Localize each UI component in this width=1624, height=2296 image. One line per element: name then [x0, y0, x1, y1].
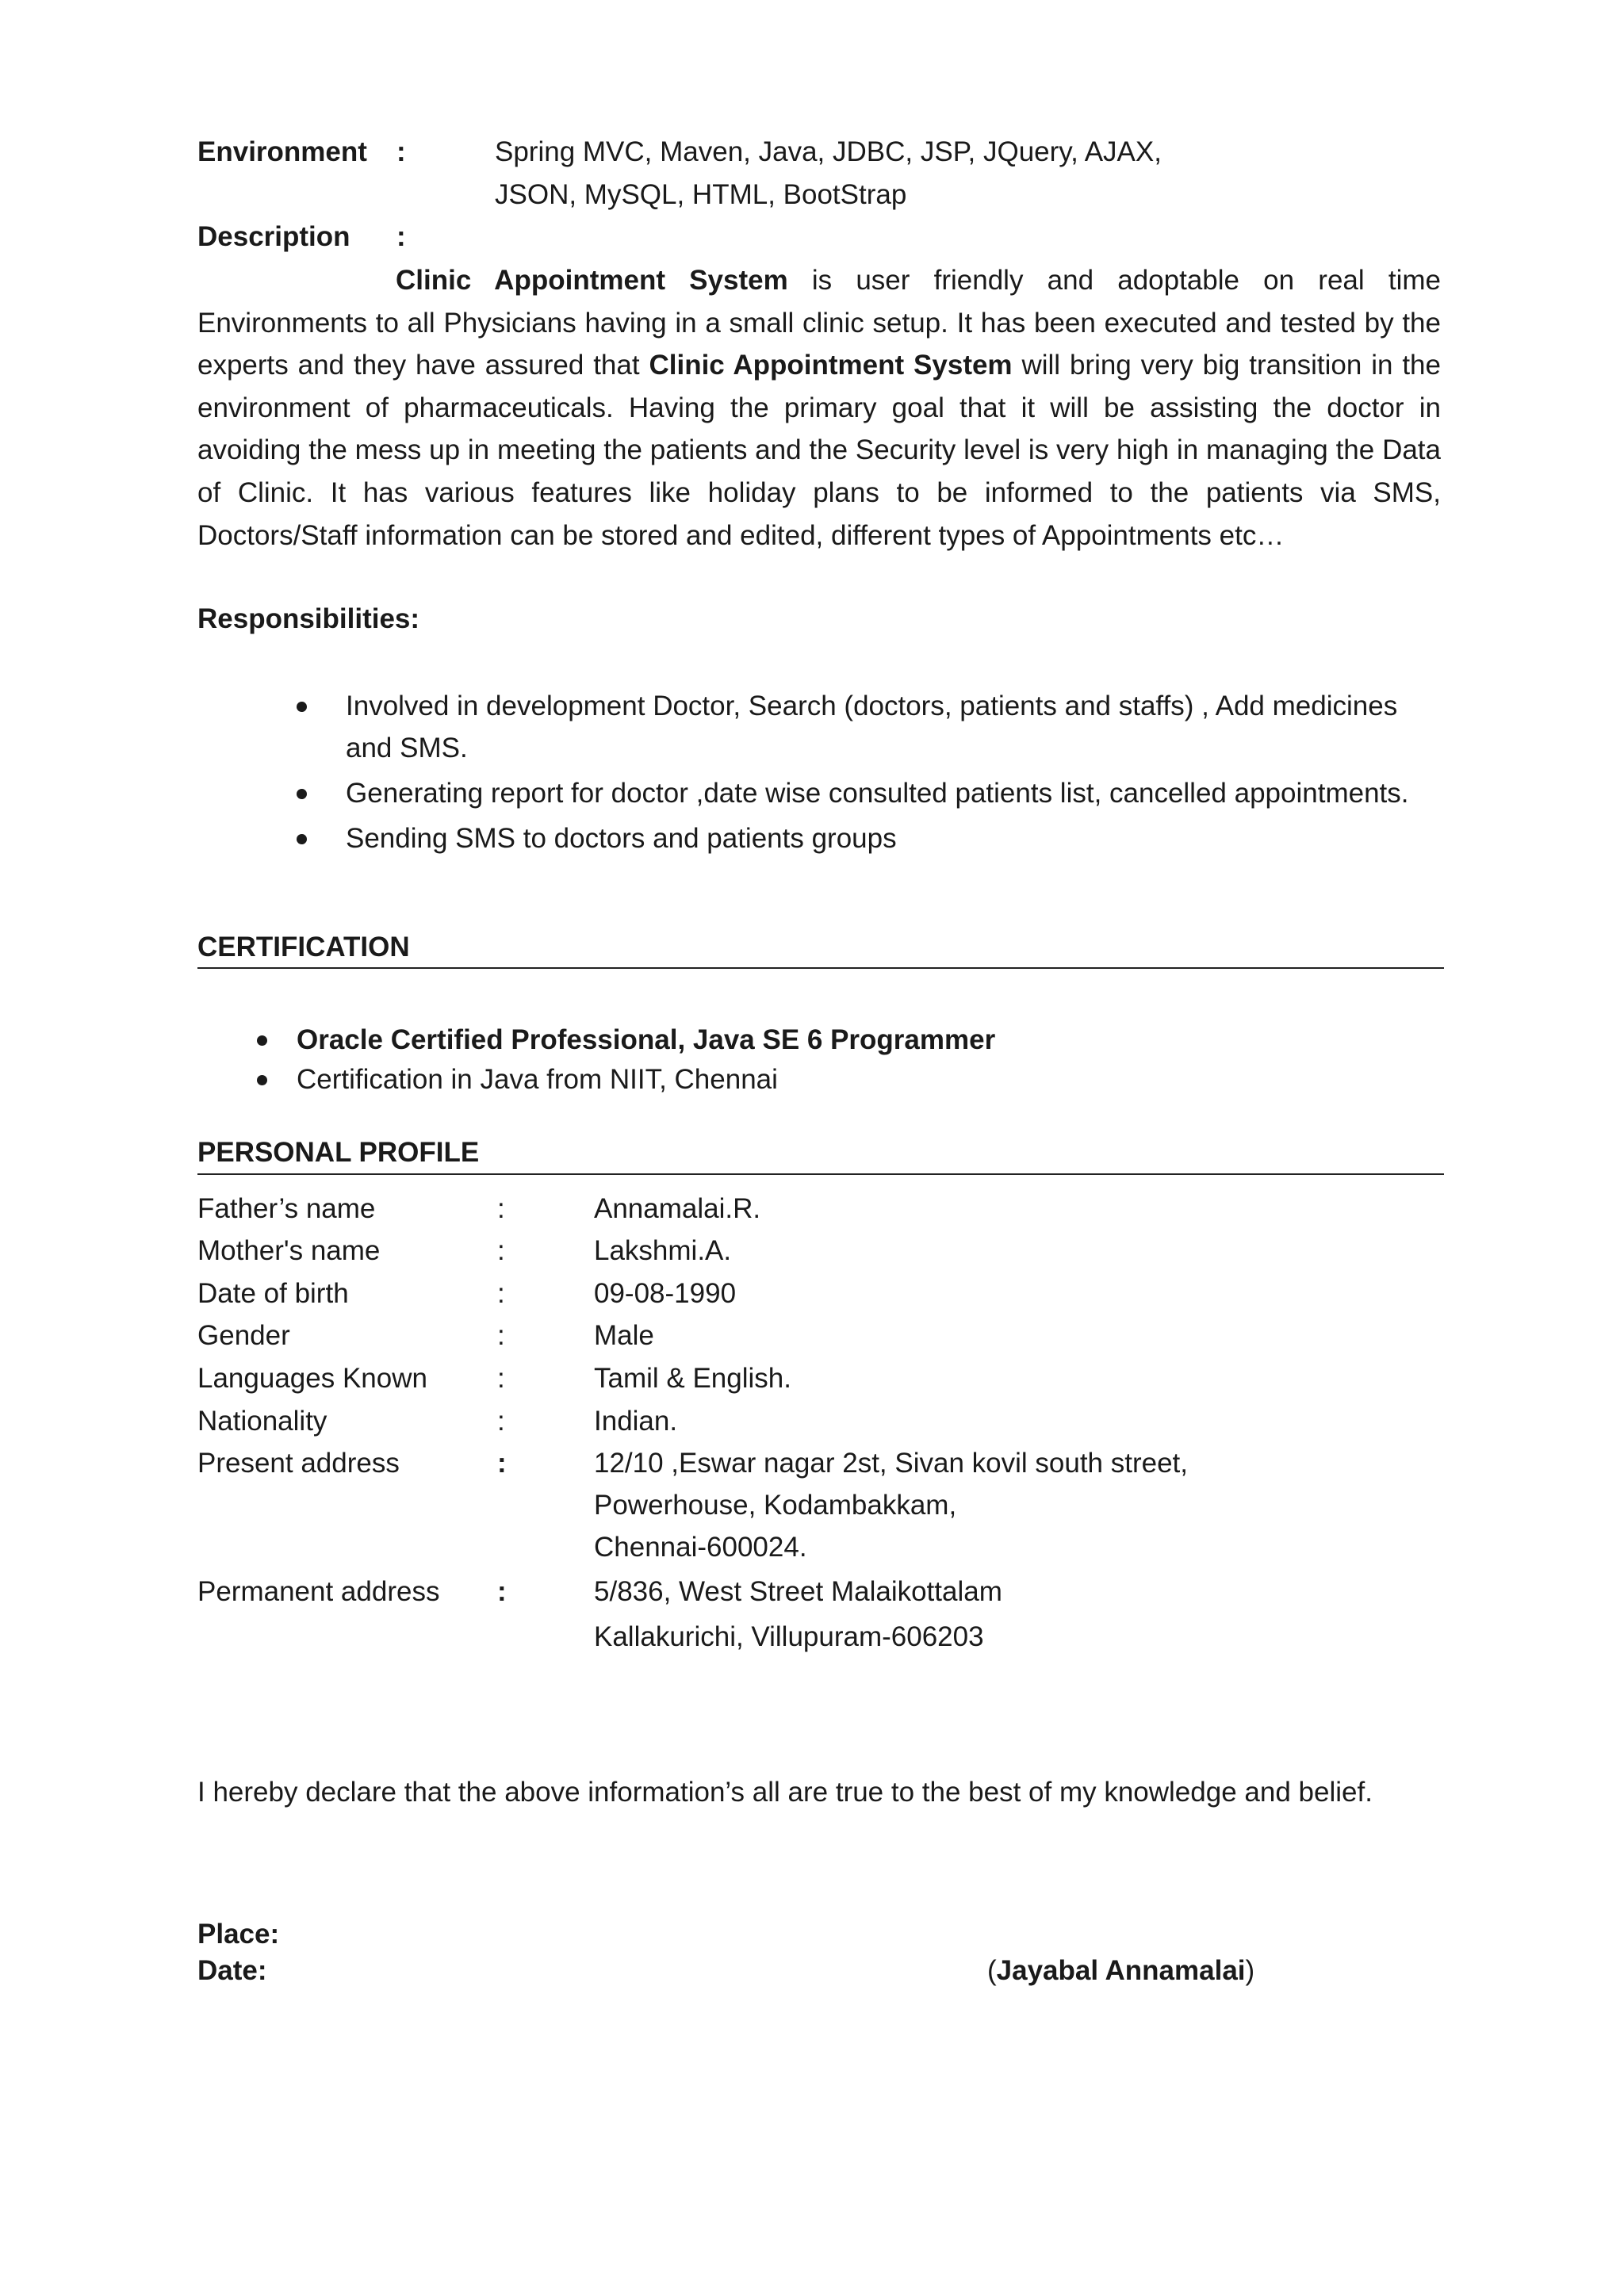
- profile-value: 12/10 ,Eswar nagar 2st, Sivan kovil south street,: [594, 1448, 1188, 1479]
- signature-close-paren: ): [1245, 1955, 1255, 1986]
- profile-colon: :: [497, 1363, 505, 1394]
- place-label: Place:: [197, 1919, 280, 1950]
- list-item: Sending SMS to doctors and patients groups: [346, 817, 1448, 859]
- environment-colon: :: [396, 136, 406, 167]
- personal-profile-divider: [197, 1173, 1444, 1175]
- list-item: Oracle Certified Professional, Java SE 6 Programmer: [297, 1020, 1407, 1060]
- profile-value: 09-08-1990: [594, 1278, 737, 1309]
- signature-name: Jayabal Annamalai: [996, 1955, 1246, 1986]
- profile-label: Permanent address: [197, 1576, 440, 1607]
- profile-label: Date of birth: [197, 1278, 349, 1309]
- environment-label: Environment: [197, 136, 367, 167]
- profile-colon: :: [497, 1576, 507, 1607]
- description-paragraph: [197, 259, 1441, 557]
- profile-value: Annamalai.R.: [594, 1193, 761, 1224]
- profile-value: 5/836, West Street Malaikottalam: [594, 1576, 1002, 1607]
- description-label: Description: [197, 221, 350, 252]
- signature-open-paren: (: [987, 1955, 997, 1986]
- profile-label: Gender: [197, 1320, 290, 1351]
- profile-value: Lakshmi.A.: [594, 1235, 732, 1266]
- environment-line-2: JSON, MySQL, HTML, BootStrap: [495, 179, 907, 210]
- certification-list: [297, 1020, 1407, 1100]
- profile-colon: :: [497, 1406, 505, 1437]
- signature: [987, 1953, 1254, 1989]
- description-text-b: will bring very big transition in the environment of pharmaceuticals. Having the primary goal that it will be assisting the doctor in avoiding the mess up in meeting the patients and the Security level is very high in managing the Data of Clinic. It has various features like holiday plans to be informed to the patients via SMS, Doctors/Staff information can be stored and edited, different types of Appointments etc…: [197, 350, 1441, 551]
- profile-value-line-2: Powerhouse, Kodambakkam,: [594, 1490, 957, 1521]
- profile-colon: :: [497, 1278, 505, 1309]
- environment-line-1: Spring MVC, Maven, Java, JDBC, JSP, JQuery, AJAX,: [495, 136, 1162, 167]
- responsibilities-heading: Responsibilities:: [197, 603, 420, 634]
- profile-colon: :: [497, 1448, 507, 1479]
- profile-value-line-3: Chennai-600024.: [594, 1532, 807, 1563]
- profile-label: Mother's name: [197, 1235, 381, 1266]
- profile-colon: :: [497, 1320, 505, 1351]
- profile-label: Present address: [197, 1448, 400, 1479]
- profile-colon: :: [497, 1193, 505, 1224]
- description-text-a: is user friendly and adoptable on real time Environments to all Physicians having in a small clinic setup. It has been executed and tested by the experts and they have assured that: [197, 265, 1441, 381]
- personal-profile-heading: PERSONAL PROFILE: [197, 1137, 480, 1168]
- certification-divider: [197, 967, 1444, 969]
- profile-label: Languages Known: [197, 1363, 427, 1394]
- declaration-text: I hereby declare that the above information’s all are true to the best of my knowledge and belief.: [197, 1777, 1373, 1808]
- date-label: Date:: [197, 1955, 267, 1986]
- list-item: Certification in Java from NIIT, Chennai: [297, 1060, 1407, 1100]
- profile-label: Nationality: [197, 1406, 327, 1437]
- profile-label: Father’s name: [197, 1193, 376, 1224]
- description-colon: :: [396, 221, 406, 252]
- profile-value: Male: [594, 1320, 654, 1351]
- profile-colon: :: [497, 1235, 505, 1266]
- project-title: Clinic Appointment System: [396, 265, 788, 296]
- list-item: Involved in development Doctor, Search (doctors, patients and staffs) , Add medicines and SMS.: [346, 685, 1448, 769]
- profile-value: Tamil & English.: [594, 1363, 791, 1394]
- certification-heading: CERTIFICATION: [197, 932, 410, 962]
- project-title-inline: Clinic Appointment System: [649, 350, 1013, 381]
- list-item: Generating report for doctor ,date wise consulted patients list, cancelled appointments.: [346, 772, 1448, 814]
- responsibilities-list: [346, 685, 1448, 863]
- profile-value-line-2: Kallakurichi, Villupuram-606203: [594, 1621, 984, 1652]
- profile-value: Indian.: [594, 1406, 678, 1437]
